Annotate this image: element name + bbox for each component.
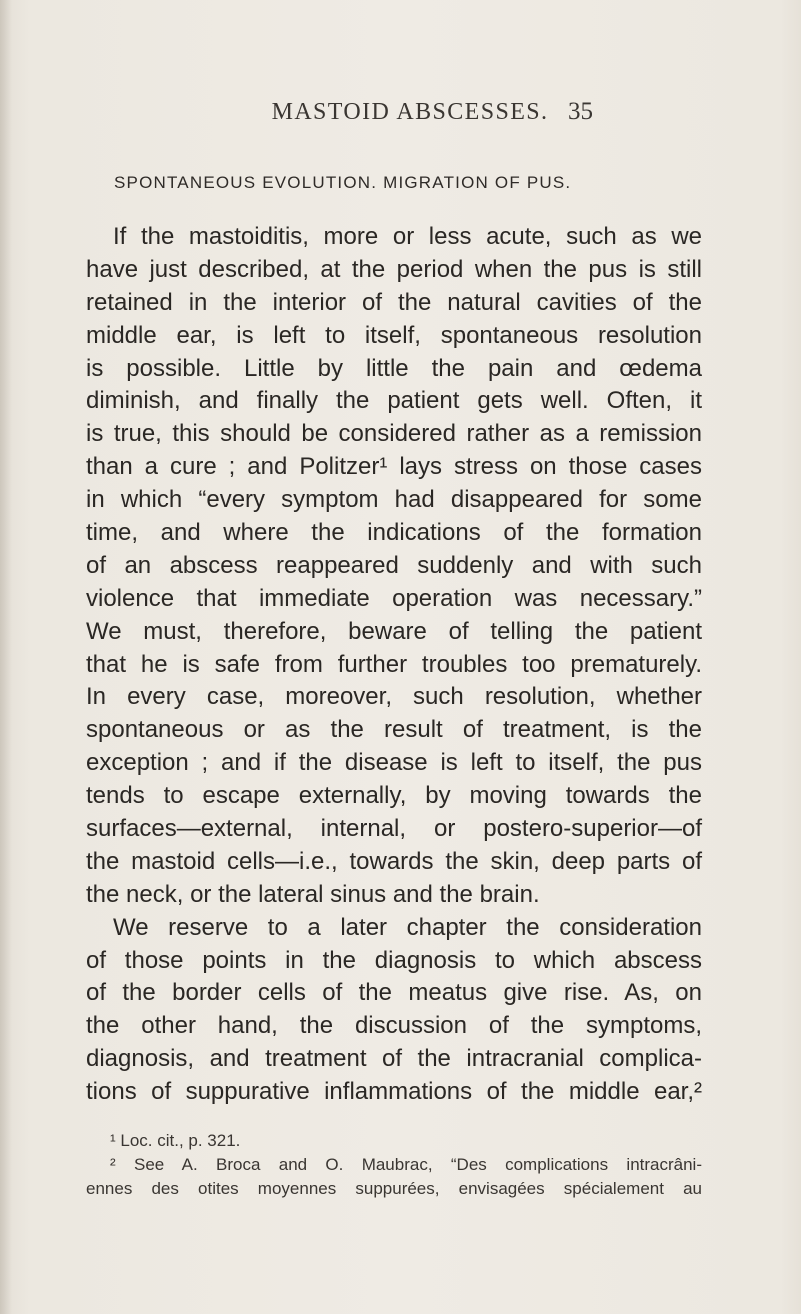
body-line: have just described, at the period when the pus is still [86,255,702,283]
body-line: diagnosis, and treatment of the intracranial complica- [86,1045,702,1073]
body-line: diminish, and finally the patient gets well. Often, it [86,387,702,415]
body-line: the neck, or the lateral sinus and the brain. [86,880,540,908]
footnotes [86,1129,702,1201]
body-line: that he is safe from further troubles too prematurely. [86,650,702,678]
body-line: in which “every symptom had disappeared for some [86,486,702,514]
body-line: is possible. Little by little the pain and œdema [86,354,702,382]
body-line: We reserve to a later chapter the consideration [113,913,702,941]
body-line: of those points in the diagnosis to which abscess [86,946,702,974]
body-line: tends to escape externally, by moving towards the [86,782,702,810]
body-line: the other hand, the discussion of the symptoms, [86,1012,702,1040]
body-line: middle ear, is left to itself, spontaneous resolution [86,321,702,349]
body-line: is true, this should be considered rather as a remission [86,420,702,448]
footnote: ¹ Loc. cit., p. 321. [110,1131,241,1150]
section-heading: SPONTANEOUS EVOLUTION. MIGRATION OF PUS. [114,173,572,192]
body-line: violence that immediate operation was necessary.” [86,584,702,612]
body-line: of an abscess reappeared suddenly and with such [86,551,702,579]
body-line: than a cure ; and Politzer¹ lays stress on those cases [86,453,702,481]
body-line: exception ; and if the disease is left to itself, the pus [86,749,702,777]
body-line: In every case, moreover, such resolution, whether [86,683,702,711]
body-line: time, and where the indications of the formation [86,519,702,547]
body-line: tions of suppurative inflammations of the middle ear,² [86,1078,702,1106]
running-head: MASTOID ABSCESSES. [271,99,549,125]
body-line: spontaneous or as the result of treatment, is the [86,716,702,744]
body-line: If the mastoiditis, more or less acute, such as we [113,223,702,250]
body-line: of the border cells of the meatus give rise. As, on [86,979,702,1007]
page-gutter-shadow [0,0,12,1314]
page-number: 35 [568,98,593,125]
body-text [86,221,702,1109]
body-line: the mastoid cells—i.e., towards the skin, deep parts of [86,847,702,875]
footnote: ennes des otites moyennes suppurées, envisagées spécialement au [86,1179,702,1198]
body-line: We must, therefore, beware of telling the patient [86,617,702,645]
body-line: surfaces—external, internal, or postero-superior—of [86,815,702,843]
body-line: retained in the interior of the natural cavities of the [86,288,702,316]
footnote: ² See A. Broca and O. Maubrac, “Des complications intracrâni- [110,1155,702,1174]
